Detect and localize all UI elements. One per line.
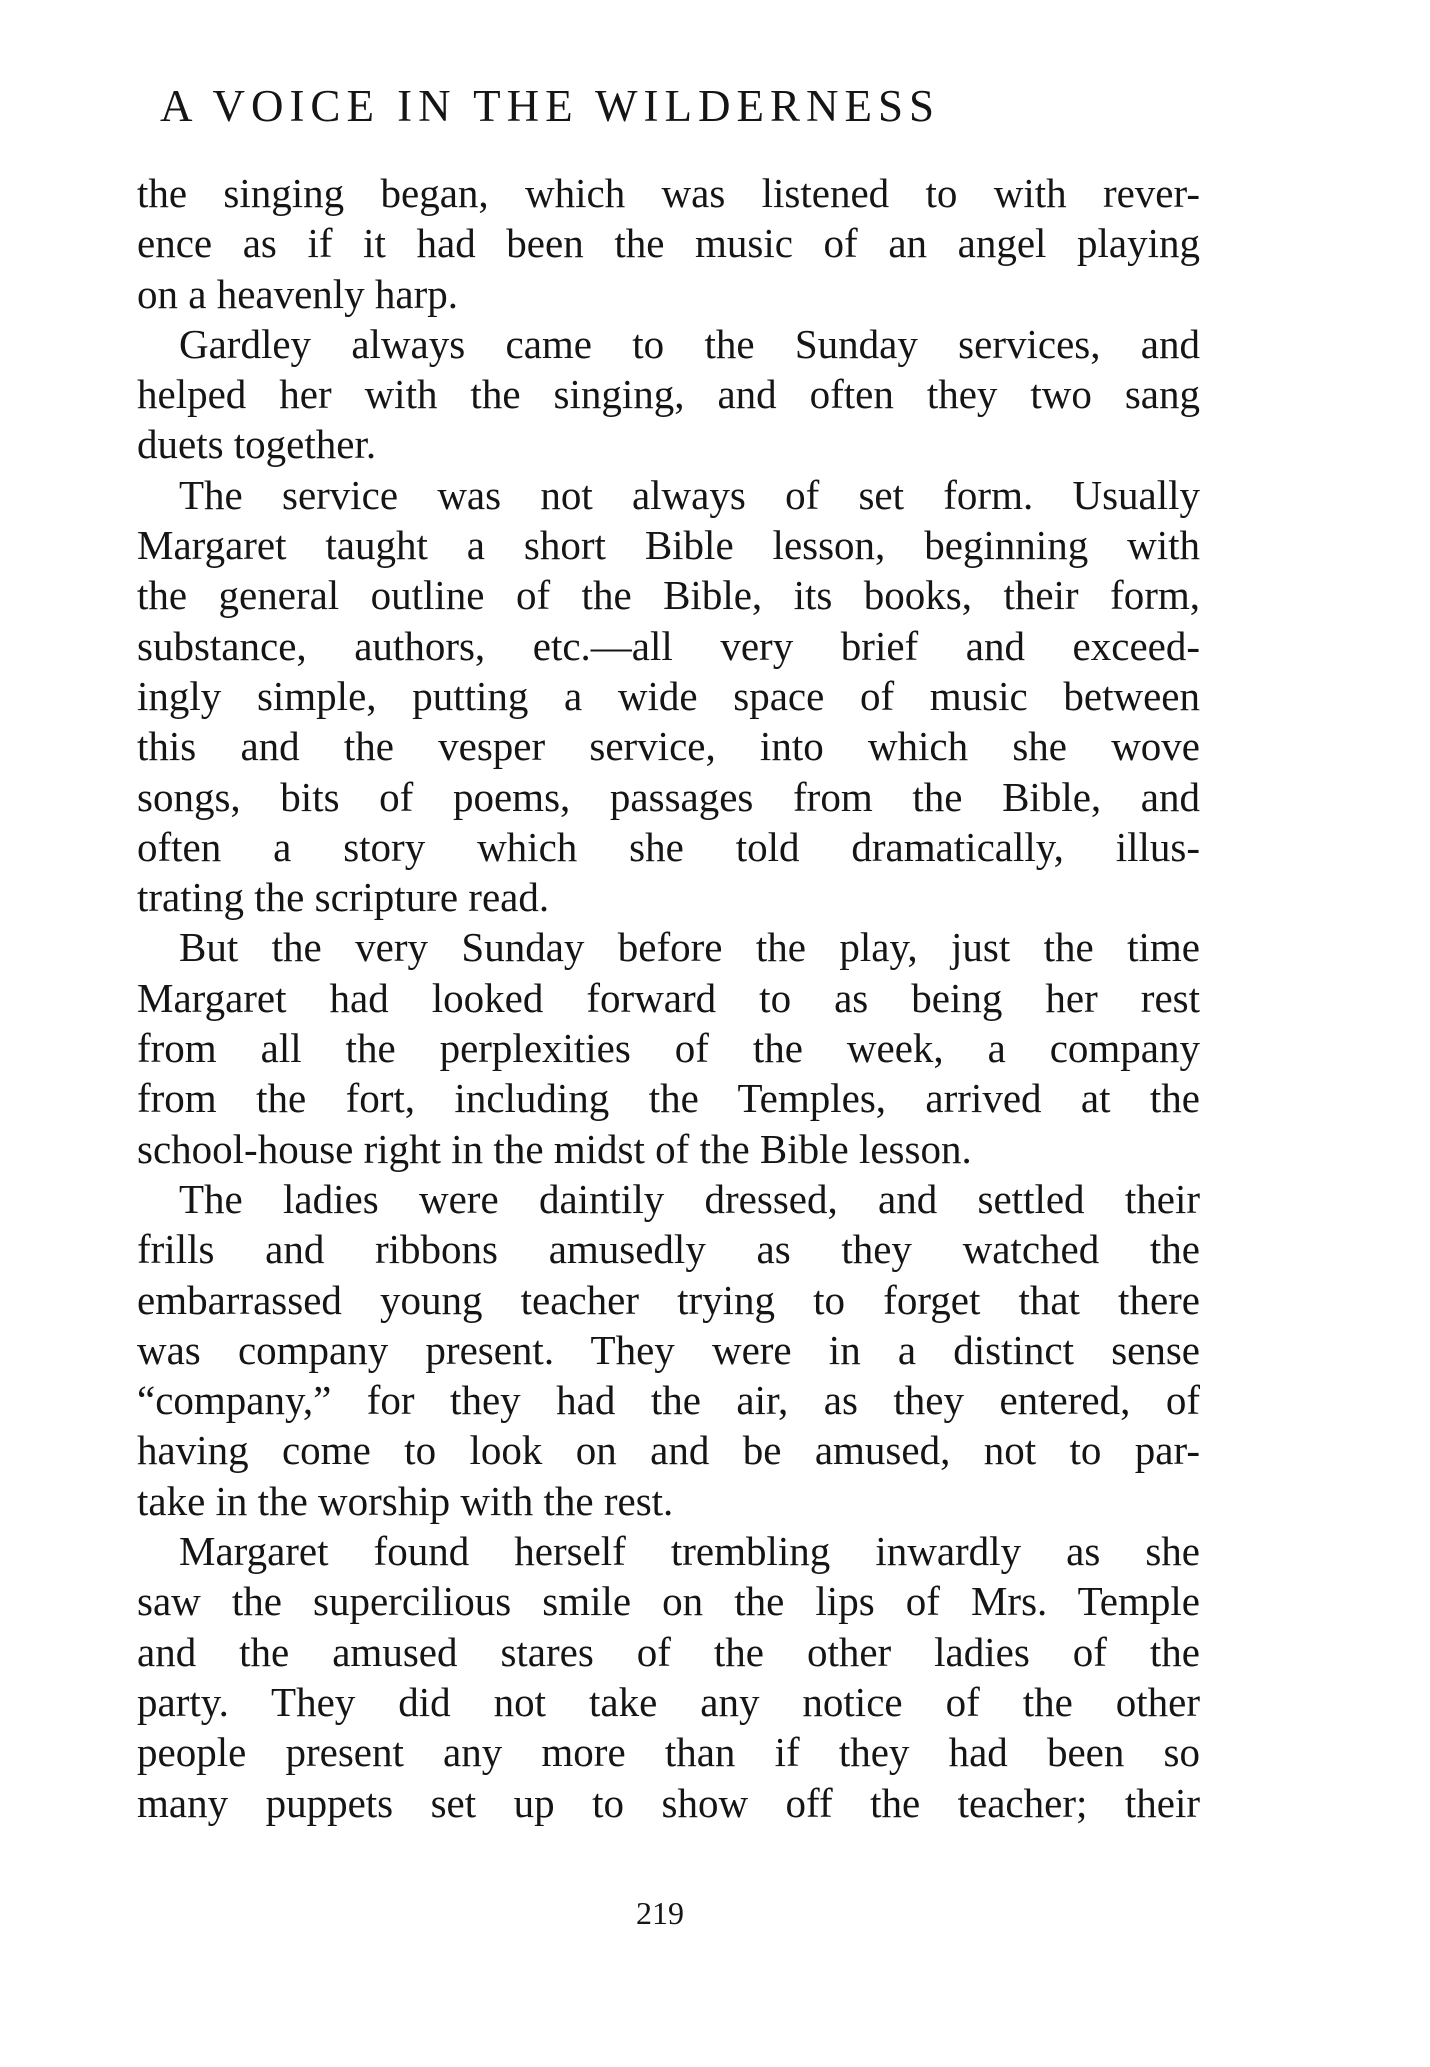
text-line: ence as if it had been the music of an angel playing (137, 220, 1200, 267)
text-line: people present any more than if they had been so (137, 1729, 1200, 1776)
text-line: Gardley always came to the Sunday services, and (179, 320, 1200, 367)
text-line: school-house right in the midst of the Bible lesson. (137, 1125, 972, 1172)
text-line: The service was not always of set form. Usually (179, 471, 1200, 518)
text-line: party. They did not take any notice of the other (137, 1678, 1200, 1725)
text-line: The ladies were daintily dressed, and settled their (179, 1175, 1200, 1222)
text-line: this and the vesper service, into which she wove (137, 723, 1200, 770)
body-text (137, 168, 1200, 1828)
page-number: 219 (636, 1895, 684, 1931)
text-line: and the amused stares of the other ladies of the (137, 1628, 1200, 1675)
text-line: from the fort, including the Temples, arrived at the (137, 1075, 1200, 1122)
text-line: duets together. (137, 421, 377, 468)
text-line: the general outline of the Bible, its books, their form, (137, 572, 1200, 619)
text-line: on a heavenly harp. (137, 270, 459, 317)
text-line: Margaret had looked forward to as being her rest (137, 974, 1200, 1021)
text-line: But the very Sunday before the play, just the time (179, 924, 1200, 971)
text-line: saw the supercilious smile on the lips of Mrs. Temple (137, 1578, 1200, 1625)
text-line: frills and ribbons amusedly as they watched the (137, 1226, 1200, 1273)
text-line: songs, bits of poems, passages from the Bible, and (137, 773, 1200, 820)
text-line: trating the scripture read. (137, 874, 550, 921)
text-line: the singing began, which was listened to with rever- (137, 170, 1200, 216)
text-line: embarrassed young teacher trying to forget that there (137, 1276, 1200, 1323)
running-title: A VOICE IN THE WILDERNESS (160, 81, 940, 131)
text-line: was company present. They were in a distinct sense (137, 1326, 1200, 1373)
text-line: ingly simple, putting a wide space of music between (137, 672, 1200, 719)
text-line: having come to look on and be amused, not to par- (137, 1427, 1200, 1474)
text-line: “company,” for they had the air, as they entered, of (137, 1377, 1200, 1424)
text-line: take in the worship with the rest. (137, 1477, 674, 1524)
text-line: substance, authors, etc.—all very brief and exceed- (137, 622, 1200, 669)
text-line: many puppets set up to show off the teacher; their (137, 1779, 1200, 1826)
text-line: helped her with the singing, and often they two sang (137, 371, 1200, 418)
text-line: Margaret found herself trembling inwardly as she (179, 1528, 1200, 1575)
text-line: often a story which she told dramatically, illus- (137, 823, 1200, 870)
text-line: Margaret taught a short Bible lesson, beginning with (137, 522, 1200, 569)
text-line: from all the perplexities of the week, a company (137, 1025, 1200, 1072)
